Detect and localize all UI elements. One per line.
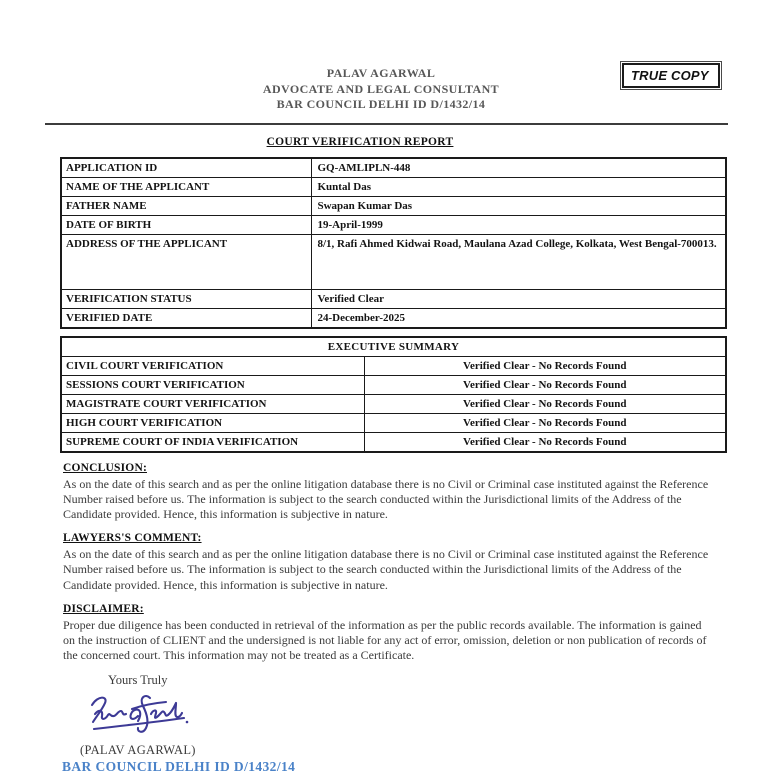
court-status: Verified Clear - No Records Found [364,394,726,413]
letterhead-bar-council-id: BAR COUNCIL DELHI ID D/1432/14 [276,97,486,111]
court-label: SESSIONS COURT VERIFICATION [61,375,364,394]
field-label: APPLICATION ID [61,158,311,178]
report-title-container [60,132,660,150]
field-label: NAME OF THE APPLICANT [61,177,311,196]
section-heading: LAWYERS'S COMMENT: [63,532,202,545]
field-value: Kuntal Das [311,177,726,196]
section-lawyers-comment [63,532,715,593]
section-body: As on the date of this search and as per the online litigation database there is no Civil or Criminal case instituted against the Reference Number raised before us. The information is subject to the search conducted within the Jurisdictional limits of the Address of the Candidate provided. Hence, this information is subjective in nature. [63,547,709,592]
table-row [61,356,726,375]
executive-summary-table [60,336,727,453]
table-row [61,196,726,215]
table-row [61,158,726,178]
handwritten-signature-image [86,691,204,741]
section-heading: CONCLUSION: [63,461,147,474]
field-value: Swapan Kumar Das [311,196,726,215]
section-disclaimer [63,603,715,664]
header-divider [45,123,728,125]
advocate-title: ADVOCATE AND LEGAL CONSULTANT [262,81,500,96]
table-row [61,234,726,289]
court-status: Verified Clear - No Records Found [364,432,726,452]
table-row [61,432,726,452]
table-row [61,177,726,196]
field-label: ADDRESS OF THE APPLICANT [61,234,311,289]
table-row [61,308,726,328]
advocate-name: PALAV AGARWAL [326,66,436,80]
field-value: GQ-AMLIPLN-448 [311,158,726,178]
court-status: Verified Clear - No Records Found [364,356,726,375]
letterhead [0,0,762,113]
court-label: HIGH COURT VERIFICATION [61,413,364,432]
section-conclusion [63,462,715,523]
field-label: VERIFIED DATE [61,308,311,328]
report-title: COURT VERIFICATION REPORT [266,135,454,148]
table-row [61,394,726,413]
table-row [61,215,726,234]
signatory-name: (PALAV AGARWAL) [80,743,196,758]
field-value: Verified Clear [311,289,726,308]
court-status: Verified Clear - No Records Found [364,413,726,432]
signatory-bar-council-id: BAR COUNCIL DELHI ID D/1432/14 [62,759,296,771]
true-copy-stamp: TRUE COPY [622,63,720,88]
table-row [61,375,726,394]
table-row [61,289,726,308]
court-status: Verified Clear - No Records Found [364,375,726,394]
field-label: FATHER NAME [61,196,311,215]
executive-summary-header-row [61,337,726,357]
executive-summary-title: EXECUTIVE SUMMARY [61,337,726,357]
field-value: 19-April-1999 [311,215,726,234]
field-value: 24-December-2025 [311,308,726,328]
section-heading: DISCLAIMER: [63,602,144,615]
closing-text: Yours Truly [108,673,168,688]
applicant-table [60,157,727,329]
table-row [61,413,726,432]
field-label: VERIFICATION STATUS [61,289,311,308]
field-value: 8/1, Rafi Ahmed Kidwai Road, Maulana Azad College, Kolkata, West Bengal-700013. [311,234,726,289]
section-body: As on the date of this search and as per the online litigation database there is no Civil or Criminal case instituted against the Reference Number raised before us. The information is subject to the search conducted within the Jurisdictional limits of the Address of the Candidate provided. Hence, this information is subjective in nature. [63,476,709,521]
field-label: DATE OF BIRTH [61,215,311,234]
section-body: Proper due diligence has been conducted in retrieval of the information as per the public records available. The information is gained on the instruction of CLIENT and the undersigned is not liable for any act of error, omission, deletion or non publication of records of the concerned court. This information may not be treated as a Certificate. [63,617,707,663]
court-label: MAGISTRATE COURT VERIFICATION [61,394,364,413]
court-label: SUPREME COURT OF INDIA VERIFICATION [61,432,364,452]
court-label: CIVIL COURT VERIFICATION [61,356,364,375]
narrative-sections [63,462,715,664]
